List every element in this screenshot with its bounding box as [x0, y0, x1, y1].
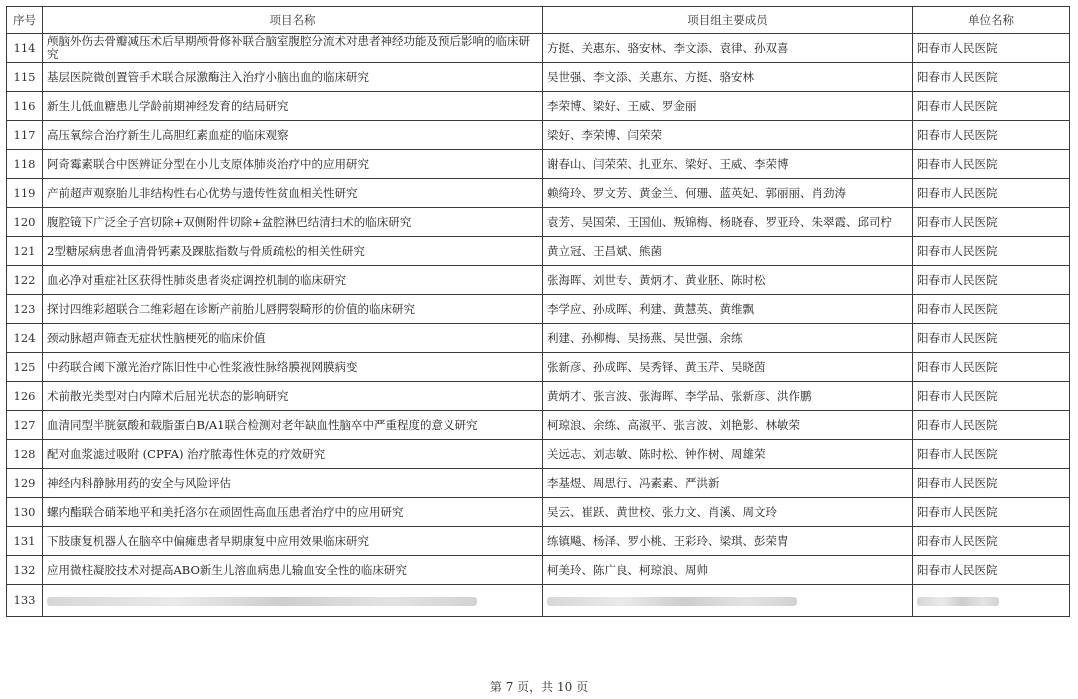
- table-row: [7, 295, 1070, 324]
- row-no: 121: [7, 237, 43, 266]
- table-row: [7, 237, 1070, 266]
- row-members: 李荣博、梁好、王威、罗金丽: [543, 92, 913, 121]
- row-project-name: 螺内酯联合硝苯地平和美托洛尔在顽固性高血压患者治疗中的应用研究: [43, 498, 543, 527]
- row-no: 114: [7, 34, 43, 63]
- row-no: 122: [7, 266, 43, 295]
- row-project-name: 颈动脉超声筛查无症状性脑梗死的临床价值: [43, 324, 543, 353]
- row-project-name: 血必净对重症社区获得性肺炎患者炎症调控机制的临床研究: [43, 266, 543, 295]
- table-row: [7, 208, 1070, 237]
- row-project-name: 产前超声观察胎儿非结构性右心优势与遗传性贫血相关性研究: [43, 179, 543, 208]
- row-members: 赖绮玲、罗文芳、黄金兰、何珊、蓝英妃、郭丽丽、肖劲涛: [543, 179, 913, 208]
- table-row: [7, 121, 1070, 150]
- table-row: [7, 527, 1070, 556]
- row-unit: 阳春市人民医院: [913, 498, 1070, 527]
- row-project-name: 腹腔镜下广泛全子宫切除+双侧附件切除+盆腔淋巴结清扫术的临床研究: [43, 208, 543, 237]
- header-unit: 单位名称: [913, 7, 1070, 34]
- row-unit: 阳春市人民医院: [913, 440, 1070, 469]
- row-unit: 阳春市人民医院: [913, 353, 1070, 382]
- header-no: 序号: [7, 7, 43, 34]
- row-no: 119: [7, 179, 43, 208]
- row-unit: 阳春市人民医院: [913, 469, 1070, 498]
- row-project-name: 中药联合阈下激光治疗陈旧性中心性浆液性脉络膜视网膜病变: [43, 353, 543, 382]
- row-unit: 阳春市人民医院: [913, 179, 1070, 208]
- row-no: 127: [7, 411, 43, 440]
- table-row: [7, 353, 1070, 382]
- row-no: 126: [7, 382, 43, 411]
- row-unit: 阳春市人民医院: [913, 63, 1070, 92]
- table-row: [7, 150, 1070, 179]
- row-members: 方挺、关惠东、骆安林、李文添、袁律、孙双喜: [543, 34, 913, 63]
- row-unit: 阳春市人民医院: [913, 92, 1070, 121]
- row-members: 黄立冠、王昌斌、熊菌: [543, 237, 913, 266]
- row-no: 118: [7, 150, 43, 179]
- row-unit: 阳春市人民医院: [913, 295, 1070, 324]
- row-members: 袁芳、吴国荣、王国仙、叛锦梅、杨晓春、罗亚玲、朱翠霞、邱司柠: [543, 208, 913, 237]
- row-no: 125: [7, 353, 43, 382]
- row-no: 129: [7, 469, 43, 498]
- table-row: [7, 324, 1070, 353]
- row-project-name: 阿奇霉素联合中医辨证分型在小儿支原体肺炎治疗中的应用研究: [43, 150, 543, 179]
- row-unit: 阳春市人民医院: [913, 382, 1070, 411]
- row-members: 谢春山、闫荣荣、扎亚东、梁好、王威、李荣博: [543, 150, 913, 179]
- row-project-name: 探讨四维彩超联合二维彩超在诊断产前胎儿唇腭裂畸形的价值的临床研究: [43, 295, 543, 324]
- table-row: [7, 411, 1070, 440]
- row-members: 黄炳才、张言波、张海晖、李学品、张新彦、洪作鹏: [543, 382, 913, 411]
- row-no: 124: [7, 324, 43, 353]
- row-members: 练镇飚、杨泽、罗小桃、王彩玲、梁琪、彭荣胄: [543, 527, 913, 556]
- row-unit: 阳春市人民医院: [913, 527, 1070, 556]
- row-project-name: 应用微柱凝胶技术对提高ABO新生儿溶血病患儿输血安全性的临床研究: [43, 556, 543, 585]
- row-project-name: 配对血浆滤过吸附 (CPFA) 治疗脓毒性休克的疗效研究: [43, 440, 543, 469]
- project-table-container: [6, 6, 1070, 617]
- table-row: [7, 179, 1070, 208]
- redacted-text: [47, 597, 477, 606]
- row-no: 117: [7, 121, 43, 150]
- page-number-footer: 第 7 页，共 10 页: [489, 680, 589, 694]
- table-row: [7, 266, 1070, 295]
- row-members: 张海晖、刘世专、黄炳才、黄业胚、陈时松: [543, 266, 913, 295]
- table-row: [7, 34, 1070, 63]
- row-project-name: 血清同型半胱氨酸和载脂蛋白B/A1联合检测对老年缺血性脑卒中严重程度的意义研究: [43, 411, 543, 440]
- row-unit: 阳春市人民医院: [913, 324, 1070, 353]
- table-row: [7, 440, 1070, 469]
- row-unit: 阳春市人民医院: [913, 556, 1070, 585]
- row-members: 利建、孙柳梅、吴扬燕、吴世强、余练: [543, 324, 913, 353]
- project-table: [6, 6, 1070, 617]
- redacted-text: [917, 597, 999, 606]
- row-no: 133: [7, 585, 43, 617]
- redacted-text: [547, 597, 797, 606]
- row-members: 柯美玲、陈广良、柯琼浪、周帅: [543, 556, 913, 585]
- row-project-name: 术前散光类型对白内障术后屈光状态的影响研究: [43, 382, 543, 411]
- row-no: 131: [7, 527, 43, 556]
- row-members: 李学应、孙成晖、利建、黄慧英、黄维飘: [543, 295, 913, 324]
- table-row: [7, 63, 1070, 92]
- row-unit: 阳春市人民医院: [913, 34, 1070, 63]
- row-members-redacted: [543, 585, 913, 617]
- row-members: 关远志、刘志敏、陈时松、钟作树、周雄荣: [543, 440, 913, 469]
- row-project-name: 新生儿低血糖患儿学龄前期神经发育的结局研究: [43, 92, 543, 121]
- row-project-name: 2型糖尿病患者血清骨钙素及踝肱指数与骨质疏松的相关性研究: [43, 237, 543, 266]
- row-members: 吴世强、李文添、关惠东、方挺、骆安林: [543, 63, 913, 92]
- table-row: [7, 92, 1070, 121]
- row-no: 128: [7, 440, 43, 469]
- row-unit: 阳春市人民医院: [913, 266, 1070, 295]
- table-row: [7, 469, 1070, 498]
- row-project-name: 神经内科静脉用药的安全与风险评估: [43, 469, 543, 498]
- row-unit: 阳春市人民医院: [913, 208, 1070, 237]
- row-project-name: 颅脑外伤去骨瓣减压术后早期颅骨修补联合脑室腹腔分流术对患者神经功能及预后影响的临床研究: [43, 34, 543, 63]
- row-unit-redacted: [913, 585, 1070, 617]
- row-no: 120: [7, 208, 43, 237]
- row-members: 李基煜、周思行、冯素素、严洪新: [543, 469, 913, 498]
- row-no: 115: [7, 63, 43, 92]
- row-project-name: 高压氧综合治疗新生儿高胆红素血症的临床观察: [43, 121, 543, 150]
- row-unit: 阳春市人民医院: [913, 237, 1070, 266]
- row-no: 132: [7, 556, 43, 585]
- row-project-name: 基层医院微创置管手术联合尿激酶注入治疗小脑出血的临床研究: [43, 63, 543, 92]
- row-members: 柯琼浪、余练、高淑平、张言波、刘艳影、林敏荣: [543, 411, 913, 440]
- table-row: [7, 382, 1070, 411]
- row-members: 梁好、李荣博、闫荣荣: [543, 121, 913, 150]
- header-members: 项目组主要成员: [543, 7, 913, 34]
- row-project-name-redacted: [43, 585, 543, 617]
- table-row: [7, 498, 1070, 527]
- header-project-name: 项目名称: [43, 7, 543, 34]
- table-header-row: [7, 7, 1070, 34]
- row-unit: 阳春市人民医院: [913, 411, 1070, 440]
- row-unit: 阳春市人民医院: [913, 121, 1070, 150]
- row-no: 116: [7, 92, 43, 121]
- row-project-name: 下肢康复机器人在脑卒中偏瘫患者早期康复中应用效果临床研究: [43, 527, 543, 556]
- row-no: 123: [7, 295, 43, 324]
- row-no: 130: [7, 498, 43, 527]
- row-members: 张新彦、孙成晖、吴秀铎、黄玉芹、吴晓茵: [543, 353, 913, 382]
- table-row: [7, 556, 1070, 585]
- row-unit: 阳春市人民医院: [913, 150, 1070, 179]
- row-members: 吴云、崔跃、黄世校、张力文、肖溪、周文玲: [543, 498, 913, 527]
- table-row-redacted: [7, 585, 1070, 617]
